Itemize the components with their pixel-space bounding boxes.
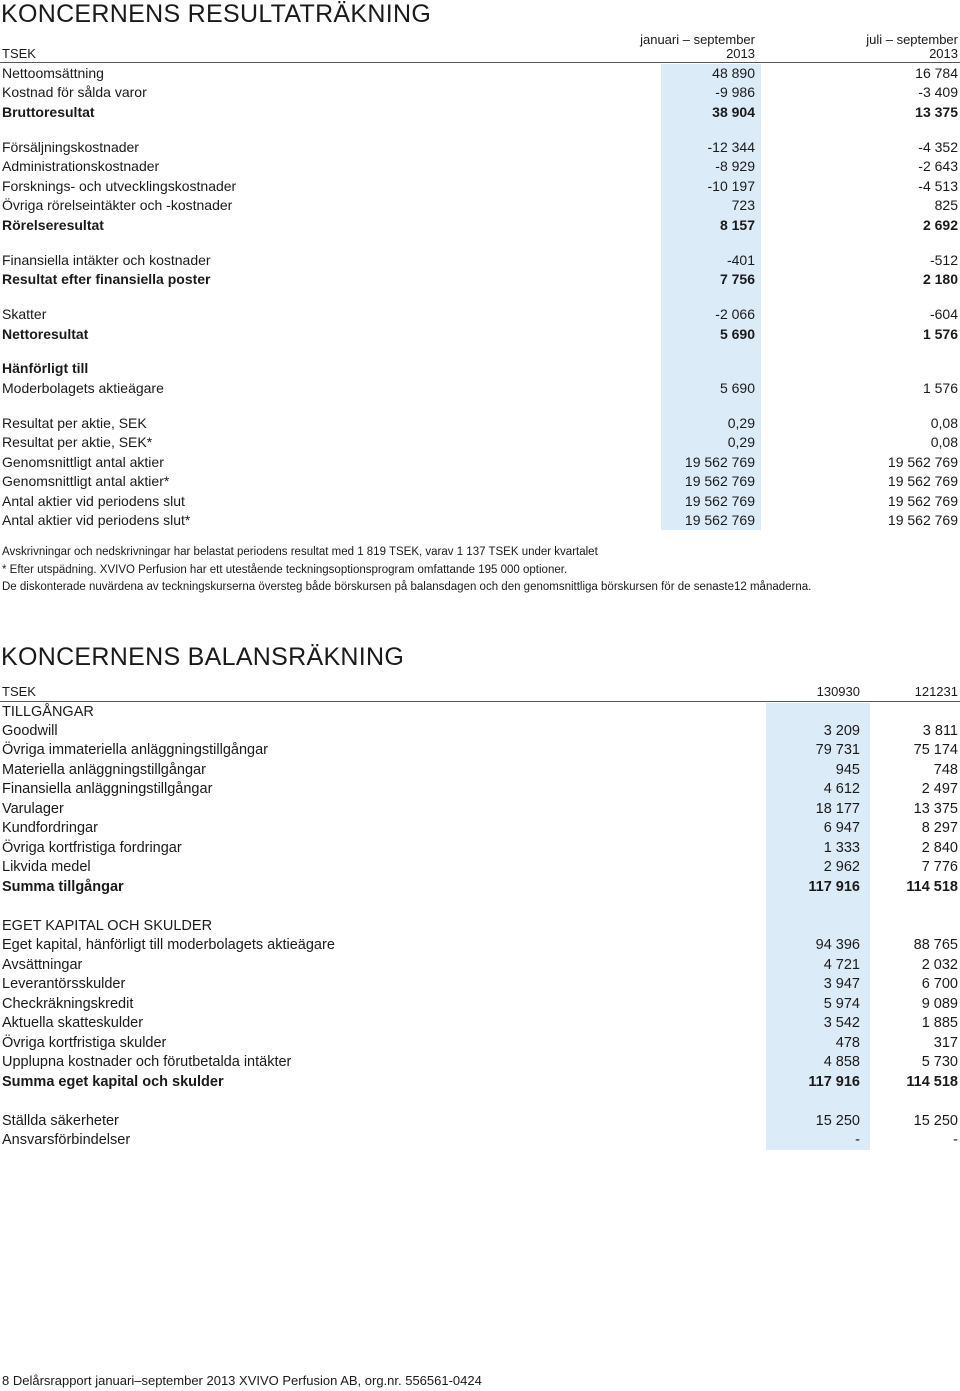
row-value-col1: 2 962	[823, 859, 860, 875]
row-value-col2: 2 032	[921, 957, 958, 973]
row-label: Upplupna kostnader och förutbetalda intäkter	[2, 1054, 292, 1070]
row-label: Resultat per aktie, SEK	[2, 415, 147, 431]
table-row	[0, 138, 960, 157]
row-value-col2: 13 375	[913, 801, 958, 817]
row-value-col2: 75 174	[913, 742, 958, 758]
row-value-col2: 748	[933, 762, 958, 778]
row-label: Avsättningar	[2, 957, 83, 973]
row-value-col2: -2 643	[918, 158, 958, 174]
row-value-col1: 4 858	[823, 1054, 860, 1070]
row-label: Genomsnittligt antal aktier*	[2, 473, 170, 489]
row-value-col2: -4 352	[918, 139, 958, 155]
row-value-col1: -	[855, 1132, 860, 1148]
row-value-col1: 117 916	[808, 1074, 860, 1090]
row-value-col2: 2 840	[921, 840, 958, 856]
row-value-col1: 79 731	[815, 742, 860, 758]
row-value-col2: 19 562 769	[887, 512, 958, 528]
row-label: Finansiella intäkter och kostnader	[2, 252, 211, 268]
row-label: Övriga rörelseintäkter och -kostnader	[2, 197, 233, 213]
table-row	[0, 839, 960, 858]
row-value-col1: 4 612	[823, 781, 860, 797]
table-row	[0, 1073, 960, 1092]
table-row	[0, 1053, 960, 1072]
row-label: Försäljningskostnader	[2, 139, 139, 155]
table-row	[0, 858, 960, 877]
row-label: Skatter	[2, 306, 47, 322]
table-row	[0, 83, 960, 102]
row-label: Resultat efter finansiella poster	[2, 271, 211, 287]
row-value-col1: -12 344	[707, 139, 755, 155]
row-value-col2: 15 250	[913, 1113, 958, 1129]
row-value-col1: 18 177	[815, 801, 860, 817]
income-col2-period: juli – september	[866, 32, 958, 47]
table-row	[0, 878, 960, 897]
table-row	[0, 177, 960, 196]
table-row	[0, 472, 960, 491]
row-value-col1: 19 562 769	[684, 454, 755, 470]
row-value-col2: -	[953, 1132, 958, 1148]
table-row	[0, 216, 960, 235]
income-col2-year: 2013	[929, 46, 958, 61]
row-value-col2: 7 776	[921, 859, 958, 875]
row-value-col1: 4 721	[823, 957, 860, 973]
row-value-col1: -2 066	[715, 306, 755, 322]
row-value-col1: 5 690	[719, 380, 755, 396]
row-value-col2: -604	[929, 306, 958, 322]
row-value-col2: 1 576	[922, 326, 958, 342]
row-value-col2: 19 562 769	[887, 493, 958, 509]
row-value-col1: -9 986	[715, 84, 755, 100]
row-label: Ansvarsförbindelser	[2, 1132, 131, 1148]
row-value-col1: 5 690	[719, 326, 755, 342]
row-label: Rörelseresultat	[2, 217, 104, 233]
row-value-col1: 7 756	[719, 271, 755, 287]
income-note: Avskrivningar och nedskrivningar har belastat periodens resultat med 1 819 TSEK, varav 1 137 TSEK under kvartalet	[2, 546, 598, 558]
row-value-col1: 19 562 769	[684, 512, 755, 528]
row-value-col2: 88 765	[913, 937, 958, 953]
row-value-col1: 8 157	[719, 217, 755, 233]
table-row	[0, 917, 960, 936]
row-label: Forsknings- och utvecklingskostnader	[2, 178, 237, 194]
row-value-col2: 6 700	[921, 976, 958, 992]
row-label: Summa tillgångar	[2, 879, 124, 895]
row-value-col1: 6 947	[823, 820, 860, 836]
row-value-col1: 5 974	[823, 996, 860, 1012]
row-label: Goodwill	[2, 723, 58, 739]
row-label: Övriga kortfristiga skulder	[2, 1035, 167, 1051]
row-value-col1: 19 562 769	[684, 493, 755, 509]
row-value-col1: -10 197	[707, 178, 755, 194]
row-label: Finansiella anläggningstillgångar	[2, 781, 213, 797]
row-value-col2: 317	[933, 1035, 958, 1051]
row-label: TILLGÅNGAR	[2, 704, 94, 720]
row-value-col1: 15 250	[815, 1113, 860, 1129]
row-value-col1: 19 562 769	[684, 473, 755, 489]
table-row	[0, 325, 960, 344]
row-label: Nettoomsättning	[2, 65, 104, 81]
table-row	[0, 270, 960, 289]
row-label: Kostnad för sålda varor	[2, 84, 147, 100]
row-value-col1: 945	[835, 762, 860, 778]
row-label: Nettoresultat	[2, 326, 89, 342]
table-row	[0, 1112, 960, 1131]
row-value-col2: -4 513	[918, 178, 958, 194]
row-value-col2: 114 518	[906, 879, 958, 895]
row-label: Leverantörsskulder	[2, 976, 126, 992]
table-row	[0, 956, 960, 975]
row-label: EGET KAPITAL OCH SKULDER	[2, 918, 213, 934]
table-row	[0, 492, 960, 511]
row-label: Övriga immateriella anläggningstillgångar	[2, 742, 268, 758]
table-row	[0, 157, 960, 176]
row-value-col2: 13 375	[915, 104, 958, 120]
table-row	[0, 995, 960, 1014]
row-label: Bruttoresultat	[2, 104, 95, 120]
row-value-col1: 3 947	[823, 976, 860, 992]
income-statement-title: KONCERNENS RESULTATRÄKNING	[1, 0, 432, 28]
row-value-col2: 1 885	[921, 1015, 958, 1031]
row-label: Antal aktier vid periodens slut*	[2, 512, 191, 528]
row-value-col2: -512	[929, 252, 958, 268]
row-label: Aktuella skatteskulder	[2, 1015, 144, 1031]
table-row	[0, 196, 960, 215]
table-row	[0, 414, 960, 433]
row-label: Resultat per aktie, SEK*	[2, 434, 153, 450]
table-row	[0, 379, 960, 398]
row-label: Moderbolagets aktieägare	[2, 380, 164, 396]
income-header-rule	[0, 62, 960, 63]
row-value-col1: 723	[731, 197, 755, 213]
row-value-col2: 0,08	[930, 434, 958, 450]
table-row	[0, 453, 960, 472]
balance-sheet-title: KONCERNENS BALANSRÄKNING	[1, 643, 405, 671]
row-label: Genomsnittligt antal aktier	[2, 454, 164, 470]
table-row	[0, 819, 960, 838]
row-value-col1: 0,29	[727, 415, 755, 431]
row-value-col2: 2 692	[922, 217, 958, 233]
table-row	[0, 1014, 960, 1033]
table-row	[0, 1034, 960, 1053]
row-value-col1: 478	[835, 1035, 860, 1051]
income-note: De diskonterade nuvärdena av teckningskurserna översteg både börskursen på balansdagen och den genomsnittliga börskursen för de senaste12 månaderna.	[2, 581, 812, 593]
row-label: Likvida medel	[2, 859, 91, 875]
row-value-col2: 19 562 769	[887, 473, 958, 489]
row-value-col1: 3 542	[823, 1015, 860, 1031]
balance-col2-date: 121231	[914, 684, 958, 699]
row-label: Checkräkningskredit	[2, 996, 134, 1012]
page-footer: 8 Delårsrapport januari–september 2013 XVIVO Perfusion AB, org.nr. 556561-0424	[2, 1373, 482, 1388]
table-row	[0, 305, 960, 324]
row-value-col1: 48 890	[712, 65, 755, 81]
table-row	[0, 761, 960, 780]
row-label: Antal aktier vid periodens slut	[2, 493, 185, 509]
table-row	[0, 251, 960, 270]
row-label: Materiella anläggningstillgångar	[2, 762, 206, 778]
table-row	[0, 936, 960, 955]
income-note: * Efter utspädning. XVIVO Perfusion har ett utestående teckningsoptionsprogram omfattande 195 000 optioner.	[2, 564, 568, 576]
row-label: Summa eget kapital och skulder	[2, 1074, 224, 1090]
row-value-col2: 5 730	[921, 1054, 958, 1070]
table-row	[0, 511, 960, 530]
row-value-col2: -3 409	[918, 84, 958, 100]
row-value-col1: 1 333	[823, 840, 860, 856]
table-row	[0, 741, 960, 760]
row-label: Eget kapital, hänförligt till moderbolagets aktieägare	[2, 937, 335, 953]
row-value-col1: -8 929	[715, 158, 755, 174]
row-value-col2: 2 180	[922, 271, 958, 287]
row-value-col1: 38 904	[712, 104, 755, 120]
income-unit: TSEK	[2, 46, 36, 61]
row-value-col2: 825	[934, 197, 958, 213]
table-row	[0, 359, 960, 378]
row-value-col1: 0,29	[727, 434, 755, 450]
table-row	[0, 703, 960, 722]
income-col1-year: 2013	[726, 46, 755, 61]
table-row	[0, 800, 960, 819]
row-value-col1: 94 396	[815, 937, 860, 953]
table-row	[0, 103, 960, 122]
row-value-col2: 8 297	[921, 820, 958, 836]
row-value-col2: 1 576	[922, 380, 958, 396]
row-value-col1: -401	[726, 252, 755, 268]
row-label: Hänförligt till	[2, 360, 89, 376]
table-row	[0, 780, 960, 799]
table-row	[0, 1131, 960, 1150]
row-label: Administrationskostnader	[2, 158, 160, 174]
table-row	[0, 64, 960, 83]
balance-header-rule	[0, 701, 960, 702]
row-value-col2: 19 562 769	[887, 454, 958, 470]
row-value-col2: 16 784	[915, 65, 958, 81]
row-value-col1: 117 916	[808, 879, 860, 895]
balance-col1-date: 130930	[816, 684, 860, 699]
row-value-col1: 3 209	[823, 723, 860, 739]
row-label: Ställda säkerheter	[2, 1113, 119, 1129]
balance-unit: TSEK	[2, 684, 36, 699]
row-label: Övriga kortfristiga fordringar	[2, 840, 182, 856]
income-col1-period: januari – september	[640, 32, 755, 47]
row-label: Varulager	[2, 801, 64, 817]
row-value-col2: 0,08	[930, 415, 958, 431]
table-row	[0, 975, 960, 994]
table-row	[0, 433, 960, 452]
row-value-col2: 114 518	[906, 1074, 958, 1090]
row-value-col2: 2 497	[921, 781, 958, 797]
row-value-col2: 9 089	[921, 996, 958, 1012]
table-row	[0, 722, 960, 741]
row-value-col2: 3 811	[922, 723, 958, 739]
row-label: Kundfordringar	[2, 820, 98, 836]
